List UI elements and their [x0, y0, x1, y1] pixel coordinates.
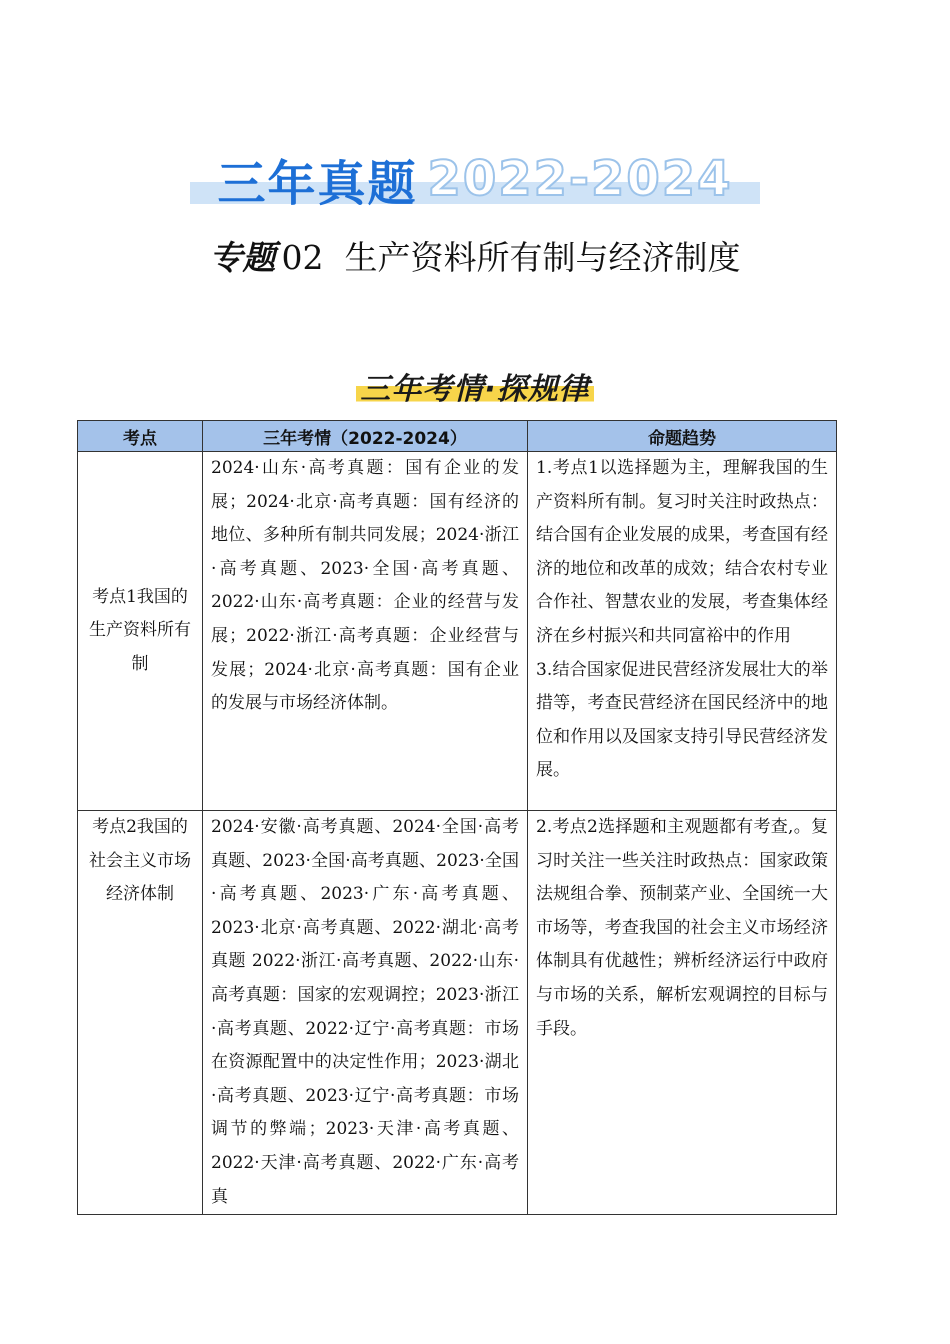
cell-kaoqing: 2024·安徽·高考真题、2024·全国·高考真题、2023·全国·高考真题、2023·全国·高考真题、2023·广东·高考真题、2023·北京·高考真题、2022·湖北·高考真题 2022·浙江·高考真题、2022·山东·高考真题：国家的宏观调控；2023·浙江·高考真题、2022·辽宁·高考真题：市场在资源配置中的决定性作用；2023·湖北·高考真题、2023·辽宁·高考真题：市场调节的弊端；2023·天津·高考真题、2022·天津·高考真题、2022·广东·高考真: [203, 811, 528, 1215]
column-header-kaodian: 考点: [78, 421, 203, 452]
title-banner: [190, 148, 760, 210]
cell-qushi: 1.考点1以选择题为主，理解我国的生产资料所有制。复习时关注时政热点：结合国有企业发展的成果，考查国有经济的地位和改革的成效；结合农村专业合作社、智慧农业的发展，考查集体经济在乡村振兴和共同富裕中的作用 3.结合国家促进民营经济发展壮大的举措等，考查民营经济在国民经济中的地位和作用以及国家支持引导民营经济发展。: [528, 452, 837, 811]
exam-analysis-table: [77, 420, 837, 1215]
cell-kaodian: 考点1我国的生产资料所有制: [78, 452, 203, 811]
table-row: [78, 811, 837, 1215]
topic-prefix: 专题: [209, 238, 276, 277]
section-title: 三年考情·探规律: [356, 364, 593, 408]
column-header-qushi: 命题趋势: [528, 421, 837, 452]
column-header-kaoqing: 三年考情（2022-2024）: [203, 421, 528, 452]
banner-years-text: 2022-2024: [427, 151, 733, 207]
cell-kaoqing: 2024·山东·高考真题：国有企业的发展；2024·北京·高考真题：国有经济的地位、多种所有制共同发展；2024·浙江·高考真题、2023·全国·高考真题、2022·山东·高考真题：企业的经营与发展；2022·浙江·高考真题：企业经营与发展；2024·北京·高考真题：国有企业的发展与市场经济体制。: [203, 452, 528, 811]
banner-main-text: 三年真题: [217, 155, 418, 212]
topic-title: [0, 232, 950, 279]
section-heading: [0, 364, 950, 408]
table-header-row: [78, 421, 837, 452]
table-row: [78, 452, 837, 811]
cell-qushi: 2.考点2选择题和主观题都有考查,。复习时关注一些关注时政热点：国家政策法规组合拳、预制菜产业、全国统一大市场等，考查我国的社会主义市场经济体制具有优越性；辨析经济运行中政府与市场的关系，解析宏观调控的目标与手段。: [528, 811, 837, 1215]
banner-text: [190, 148, 760, 210]
topic-name: 02 生产资料所有制与经济制度: [281, 238, 741, 277]
cell-kaodian: 考点2我国的社会主义市场经济体制: [78, 811, 203, 1215]
